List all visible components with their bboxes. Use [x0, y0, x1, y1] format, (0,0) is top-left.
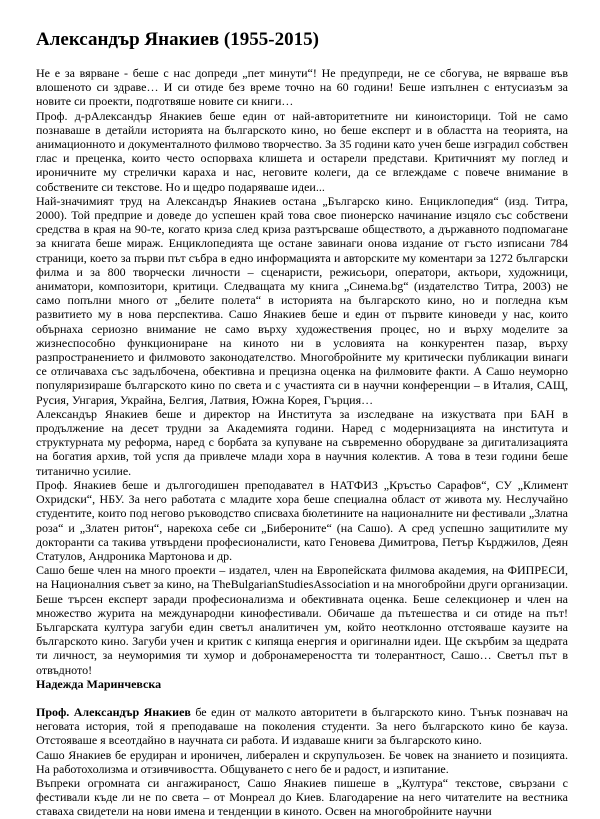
section-gap [36, 691, 568, 705]
paragraph: Въпреки огромната си ангажираност, Сашо Янакиев пишеше в „Култура“ текстове, свързани с фестивали къде ли не по света – от Монреал до Киев. Благодарение на него читателите на вестника ставаха свидетели на нови имена и тенденции в киното. Освен на многобройните научни [36, 775, 568, 819]
author-signature: Надежда Маринчевска [36, 676, 162, 691]
paragraph [36, 705, 568, 748]
paragraph: Най-значимият труд на Александър Янакиев остана „Българско кино. Енциклопедия“ (изд. Титра, 2000). Той предприе и доведе до успешен край това свое пионерско начинание изцяло със собствени средства в края на 90-те, когато криза след криза разтърсваше обществото, а държавното подпомагане за книгата беше мираж. Енциклопедията ще остане завинаги онова издание от гъсто изписани 784 страници, което за първи път събра в едно информацията и авторските му коментари за 1272 български филма и за 800 творчески личности – сценаристи, режисьори, оператори, актьори, художници, аниматори, композитори, критици. Следващата му книга „Синема.bg“ (издателство Титра, 2003) не само попълни много от „белите полета“ в историята на българското кино, но и погледна към развитието му в нова перспектива. Сашо Янакиев беше и един от първите киноведи у нас, които обърнаха сериозно внимание не само върху художествения процес, но и върху моделите за жизнеспособно функциониране на киното ни в условията на конкурентен пазар, върху разпространението и филмовото законодателство. Многобройните му критически публикации винаги се отличаваха със задълбочена, обективна и прецизна оценка на филмовите факти. А Сашо неуморно популяризираше българското кино по света и с участията си в научни конференции – в Италия, САЩ, Русия, Унгария, Украйна, Белгия, Латвия, Южна Корея, Гърция… [36, 193, 568, 407]
lead-name: Проф. Александър Янакиев [36, 704, 191, 719]
page-title: Александър Янакиев (1955-2015) [36, 29, 319, 50]
lead-text: бе един от малкото авторитети в българското кино. Тънък познавач на неговата история, той я преподаваше на поколения студенти. За него българското кино бе кауза. Отстояваше я всеотдайно в научната си работа. И издаваше книги за българското кино. [36, 704, 568, 748]
paragraph: Александър Янакиев беше и директор на Института за изследване на изкуствата при БАН в продължение на десет трудни за Академията години. Наред с модернизацията на института и структурната му реформа, наред с борбата за купуване на съвременно оборудване за дигитализацията на богатия архив, той успя да привлече млади хора в научния колектив. А това в тези години беше титанично усилие. [36, 406, 568, 478]
paragraph: Сашо Янакиев бе ерудиран и ироничен, либерален и скрупульозен. Бе човек на знанието и позицията. На работохолизма и отзивчивостта. Общуването с него бе и радост, и изпитание. [36, 747, 568, 776]
document-page [36, 28, 568, 819]
paragraph: Сашо беше член на много проекти – издател, член на Европейската филмова академия, на ФИПРЕСИ, на Националния съвет за кино, на TheBulgarianStudiesAssociation и на многобройни други организации. Беше търсен експерт заради професионализма и обективната оценка. Беше селекционер и член на множество журита на международни кинофестивали. Обичаше да пътешества и си отиде на път! Българската култура загуби един светъл аналитичен ум, който неотклонно отстояваше каузите на българското кино. Загуби учен и критик с кипяща енергия и оригинални идеи. Ще скърбим за щедрата ти личност, за неуморимия ти хумор и добронамереността ти толерантност, Сашо… Светъл път в отвъдното! [36, 563, 568, 677]
paragraph: Не е за вярване - беше с нас допреди „пет минути“! Не предупреди, не се сбогува, не вярваше във влошеното си здраве… И си отиде без време точно на 60 години! Беше изпълнен с ентусиазъм за новите си проекти, подготвяше новите си книги… [36, 66, 568, 109]
paragraph: Проф. Янакиев беше и дългогодишен преподавател в НАТФИЗ „Кръстьо Сарафов“, СУ „Климент Охридски“, НБУ. За него работата с младите хора беше специална област от живота му. Неслучайно студентите, които под негово ръководство списваха бюлетините на националните ни фестивали „Златна роза“ и „Златен ритон“, нарекоха себе си „Бибероните“ (на Сашо). А сред успешно защитилите му докторанти са такива утвърдени професионалисти, като Геновева Димитрова, Петър Кърджилов, Деян Статулов, Андроника Мартонова и др. [36, 477, 568, 563]
paragraph: Проф. д-рАлександър Янакиев беше един от най-авторитетните ни киноисторици. Той не само познаваше в детайли историята на българското кино, но беше експерт и в областта на теорията, на анимационното и документалното филмово творчество. За 35 години като учен беше изградил собствен глас и преценка, които често оспорваха клишета и остарели представи. Критичният му поглед и ироничните му стрелички караха и нас, неговите колеги, да се вглеждаме с повече внимание в собствените си текстове. Но и щедро подаряваше идеи... [36, 108, 568, 194]
